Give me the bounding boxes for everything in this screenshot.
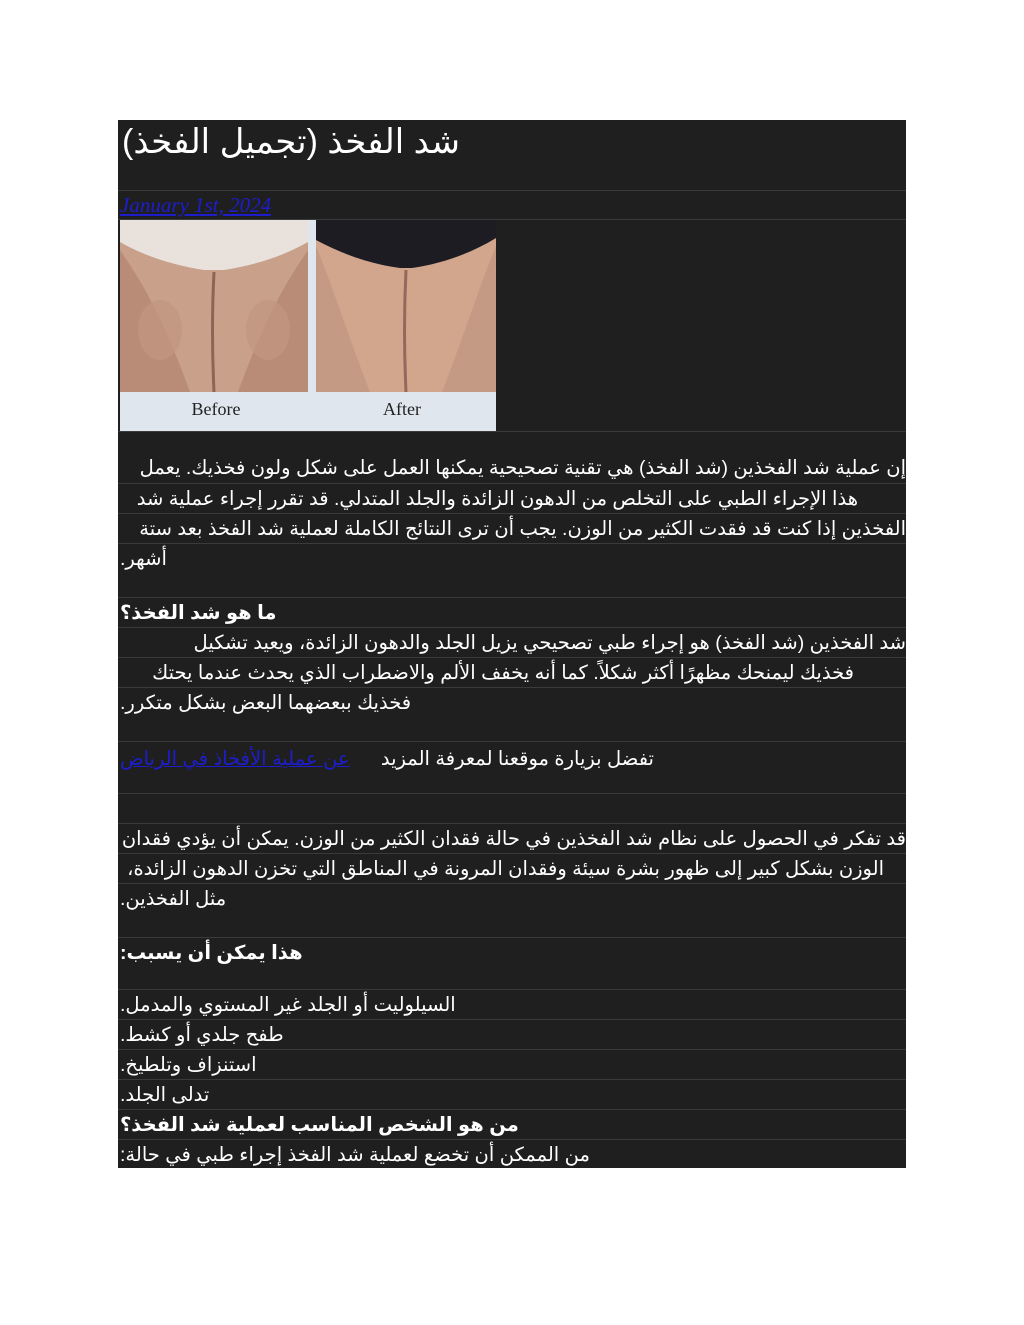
intro-text: هذا الإجراء الطبي على التخلص من الدهون الزائدة والجلد المتدلي. قد تقرر إجراء عملية شد <box>136 488 858 510</box>
heading-row <box>118 597 906 627</box>
title-row <box>118 120 906 190</box>
what-line <box>118 657 906 687</box>
list-item <box>118 1049 906 1079</box>
candidate-heading: من هو الشخص المناسب لعملية شد الفخذ؟ <box>120 1114 519 1136</box>
what-text: فخذيك ليمنحك مظهرًا أكثر شكلاً. كما أنه يخفف الألم والاضطراب الذي يحدث عندما يحتك <box>152 662 854 684</box>
what-line <box>118 687 906 741</box>
heading-row <box>118 1109 906 1139</box>
heading-row <box>118 937 906 989</box>
consider-text: الوزن بشكل كبير إلى ظهور بشرة سيئة وفقدان المرونة في المناطق التي تخزن الدهون الزائدة، <box>127 858 884 880</box>
page-title: شد الفخذ (تجميل الفخذ) <box>122 123 460 161</box>
what-heading: ما هو شد الفخذ؟ <box>120 602 277 624</box>
visit-text: تفضل بزيارة موقعنا لمعرفة المزيد <box>380 748 654 770</box>
article-container <box>118 120 906 1168</box>
intro-line <box>118 483 906 513</box>
before-label: Before <box>191 399 241 419</box>
consider-text: قد تفكر في الحصول على نظام شد الفخذين في حالة فقدان الكثير من الوزن. يمكن أن يؤدي فقدان <box>121 828 906 850</box>
consider-line <box>118 883 906 937</box>
causes-heading: هذا يمكن أن يسبب: <box>120 942 303 964</box>
list-item <box>118 989 906 1019</box>
intro-text: الفخذين إذا كنت قد فقدت الكثير من الوزن. يجب أن ترى النتائج الكاملة لعملية شد الفخذ بعد ستة <box>139 518 906 540</box>
consider-line <box>118 853 906 883</box>
what-line <box>118 627 906 657</box>
list-item <box>118 1019 906 1049</box>
before-after-photo <box>120 220 496 432</box>
intro-text: إن عملية شد الفخذين (شد الفخذ) هي تقنية تصحيحية يمكنها العمل على شكل ولون فخذيك. يعمل <box>139 457 906 479</box>
photo-row <box>118 219 906 431</box>
after-label: After <box>383 399 421 419</box>
intro-text: أشهر. <box>120 548 167 570</box>
consider-text: مثل الفخذين. <box>120 888 227 910</box>
candidate-text: من الممكن أن تخضع لعملية شد الفخذ إجراء طبي في حالة: <box>120 1144 590 1166</box>
cause-text: طفح جلدي أو كشط. <box>120 1024 284 1046</box>
cause-text: السيلوليت أو الجلد غير المستوي والمدمل. <box>120 994 456 1016</box>
what-text: شد الفخذين (شد الفخذ) هو إجراء طبي تصحيحي يزيل الجلد والدهون الزائدة، ويعيد تشكيل <box>193 632 906 654</box>
cause-text: استنزاف وتلطيخ. <box>120 1054 257 1076</box>
candidate-line <box>118 1139 906 1168</box>
cause-text: تدلى الجلد. <box>120 1084 210 1106</box>
intro-line <box>118 453 906 483</box>
intro-line <box>118 513 906 543</box>
list-item <box>118 1079 906 1109</box>
date-link[interactable]: January 1st, 2024 <box>120 193 272 217</box>
consider-line <box>118 823 906 853</box>
intro-line <box>118 543 906 597</box>
date-row <box>118 190 906 219</box>
visit-link[interactable]: عن عملية الأفخاذ في الرياض <box>120 748 350 770</box>
what-text: فخذيك ببعضهما البعض بشكل متكرر. <box>120 692 412 714</box>
empty-row <box>118 793 906 823</box>
visit-row <box>118 741 906 793</box>
